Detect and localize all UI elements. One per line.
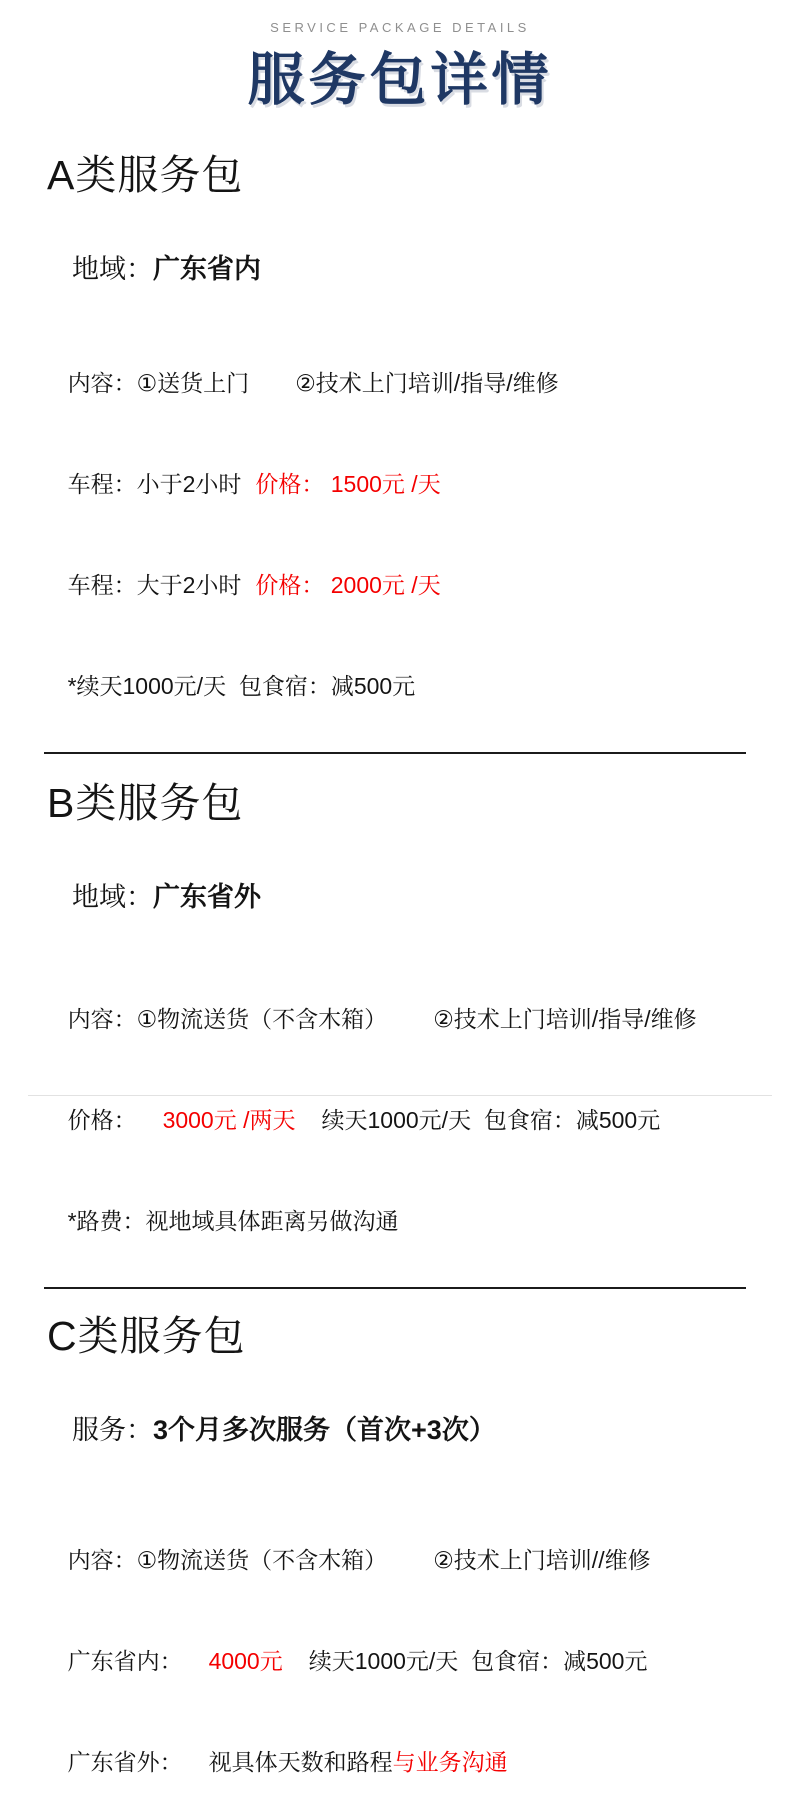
section-package-b — [0, 780, 800, 1265]
inside-label: 广东省内： — [67, 1647, 183, 1674]
service-value: 3个月多次服务（首次+3次） — [153, 1415, 496, 1446]
section-a-title: A类服务包 — [47, 151, 244, 198]
content-label: 内容： — [67, 1005, 137, 1032]
section-b-title: B类服务包 — [47, 779, 244, 826]
section-b-region-line — [42, 849, 760, 946]
trip2-label: 车程：大于2小时 — [67, 571, 242, 598]
section-package-c — [0, 1313, 800, 1806]
section-b-price-line — [42, 1077, 760, 1164]
region-label: 地域： — [72, 882, 154, 913]
price-extra: 续天1000元/天 包食宿：减500元 — [321, 1106, 661, 1133]
trip2-price: 价格： 2000元 /天 — [255, 571, 441, 598]
price-value: 3000元 /两天 — [162, 1106, 296, 1133]
trip1-price: 价格： 1500元 /天 — [255, 470, 441, 497]
section-c-inside-line — [42, 1618, 760, 1705]
content-item-1: ①物流送货（不含木箱） — [136, 1005, 388, 1032]
section-c-outside-line — [42, 1719, 760, 1806]
content-label: 内容： — [67, 369, 137, 396]
divider-a-b — [44, 752, 746, 754]
section-c-title: C类服务包 — [47, 1312, 246, 1359]
inside-price: 4000元 — [208, 1647, 283, 1674]
divider-b-c — [44, 1287, 746, 1289]
note-text: *续天1000元/天 包食宿：减500元 — [67, 672, 416, 699]
section-b-content-line — [42, 976, 760, 1063]
trip1-label: 车程：小于2小时 — [67, 470, 242, 497]
section-a-trip2-line — [42, 542, 760, 629]
section-b-note-line — [42, 1178, 760, 1265]
content-item-1: ①送货上门 — [136, 369, 250, 396]
content-item-2: ②技术上门培训//维修 — [433, 1546, 651, 1573]
region-value: 广东省内 — [153, 254, 262, 285]
section-c-content-line — [42, 1517, 760, 1604]
outside-red-note: 与业务沟通 — [392, 1748, 508, 1775]
content-label: 内容： — [67, 1546, 137, 1573]
page-title: 服务包详情 — [247, 48, 553, 112]
note-label: *路费： — [67, 1207, 146, 1234]
outside-label: 广东省外： — [67, 1748, 183, 1775]
section-a-region-line — [42, 221, 760, 318]
section-a-note-line — [42, 643, 760, 730]
content-item-2: ②技术上门培训/指导/维修 — [295, 369, 559, 396]
note-value: 视地域具体距离另做沟通 — [145, 1207, 399, 1234]
price-label: 价格： — [67, 1106, 137, 1133]
section-a-trip1-line — [42, 441, 760, 528]
content-item-2: ②技术上门培训/指导/维修 — [433, 1005, 697, 1032]
content-item-1: ①物流送货（不含木箱） — [136, 1546, 388, 1573]
section-c-service-line — [42, 1382, 760, 1479]
outside-value: 视具体天数和路程 — [208, 1748, 393, 1775]
section-a-content-line — [42, 340, 760, 427]
section-package-a — [0, 152, 800, 730]
service-label: 服务： — [72, 1415, 154, 1446]
inside-extra: 续天1000元/天 包食宿：减500元 — [308, 1647, 648, 1674]
region-value: 广东省外 — [153, 882, 262, 913]
bottom-divider — [28, 1095, 772, 1096]
eyebrow-text: SERVICE PACKAGE DETAILS — [270, 20, 530, 35]
region-label: 地域： — [72, 254, 154, 285]
